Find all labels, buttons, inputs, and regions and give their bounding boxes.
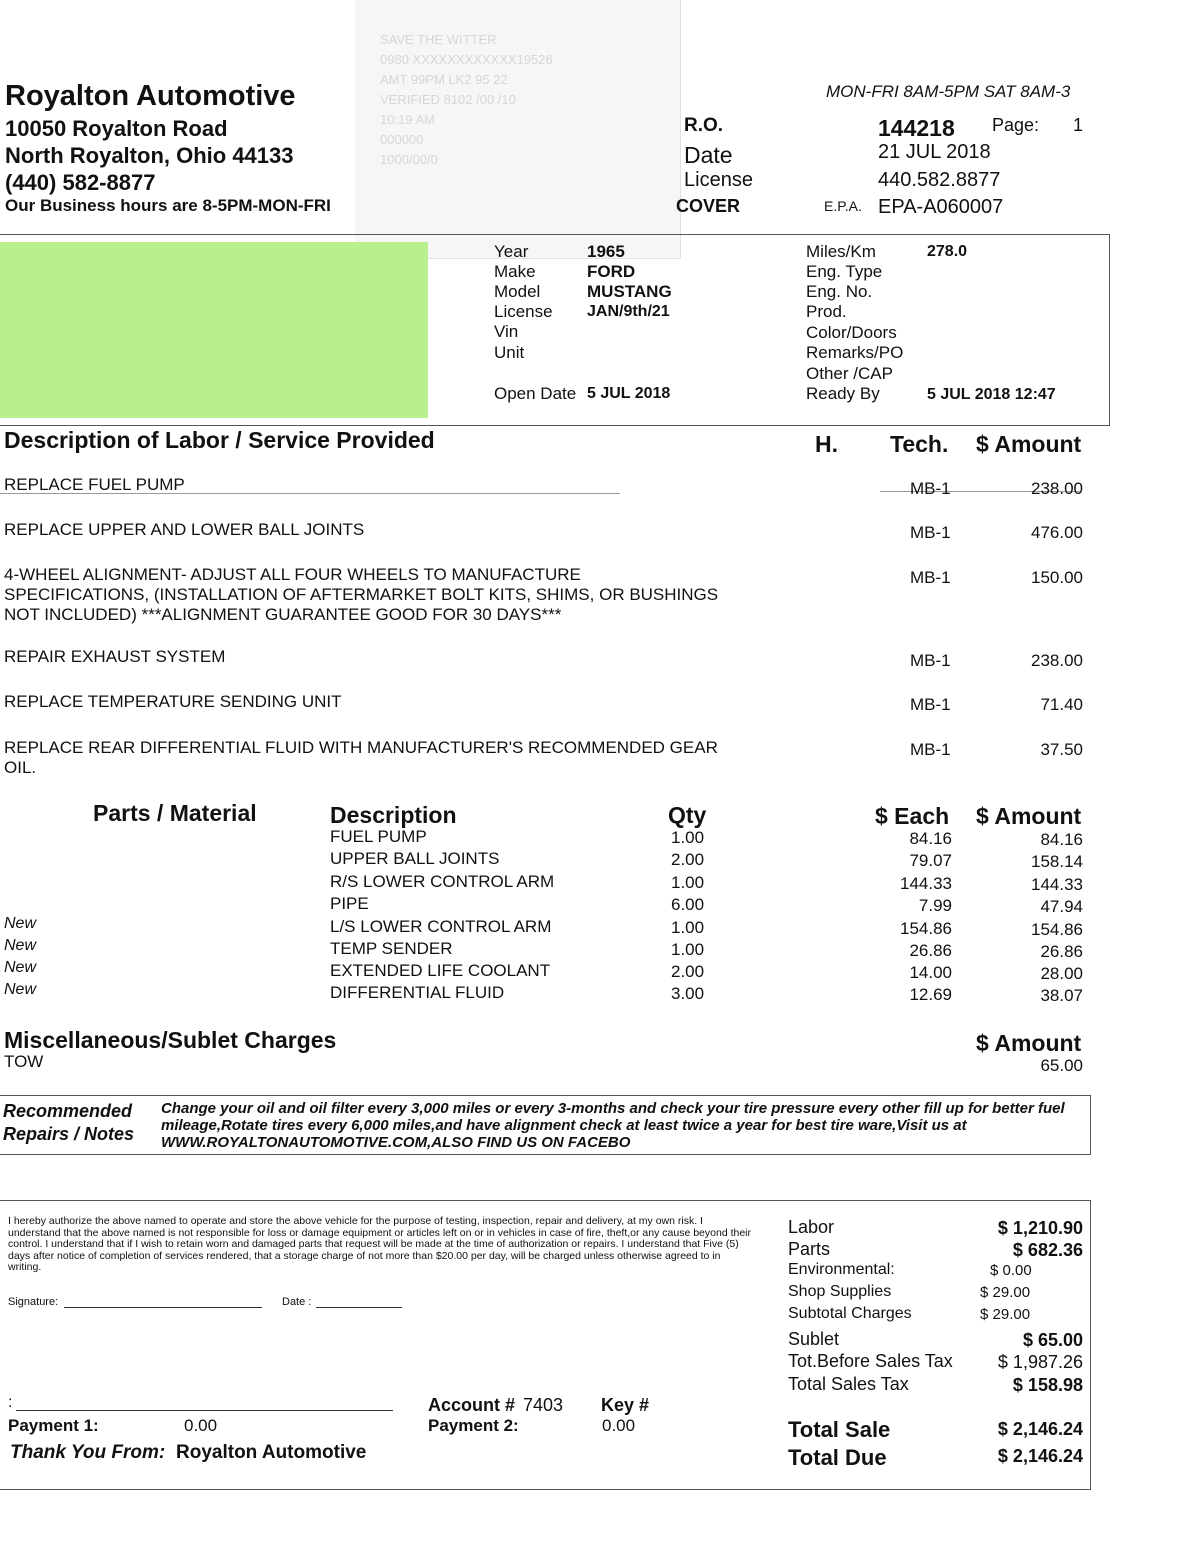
- labor-desc: REPLACE UPPER AND LOWER BALL JOINTS: [4, 520, 365, 539]
- labor-total-value: $ 1,210.90: [997, 1218, 1083, 1238]
- vin-label: Vin: [494, 322, 519, 341]
- remarks-label: Remarks/PO: [806, 343, 904, 362]
- labor-desc: REPLACE TEMPERATURE SENDING UNIT: [4, 692, 342, 711]
- part-desc: EXTENDED LIFE COOLANT: [330, 961, 551, 980]
- total-due-label: Total Due: [788, 1445, 887, 1470]
- labor-amount: 238.00: [1031, 651, 1083, 670]
- signature-label: Signature:: [8, 1296, 59, 1308]
- slip-line: 000000: [380, 132, 424, 147]
- part-each: 144.33: [900, 874, 952, 893]
- eng-no-label: Eng. No.: [806, 282, 873, 301]
- thanks-name: Royalton Automotive: [176, 1442, 367, 1463]
- part-desc: UPPER BALL JOINTS: [330, 849, 500, 868]
- slip-line: VERIFIED 8102 /00 /10: [380, 92, 516, 107]
- part-amount: 144.33: [1031, 875, 1083, 894]
- ro-number: 144218: [878, 115, 955, 141]
- signature-line[interactable]: [64, 1307, 262, 1308]
- part-amount: 28.00: [1040, 964, 1083, 983]
- before-tax-label: Tot.Before Sales Tax: [788, 1351, 953, 1371]
- sublet-label: Sublet: [788, 1329, 840, 1349]
- parts-total-label: Parts: [788, 1239, 831, 1259]
- part-amount: 26.86: [1040, 942, 1083, 961]
- miles-label: Miles/Km: [806, 242, 876, 261]
- part-desc: L/S LOWER CONTROL ARM: [330, 917, 552, 936]
- ro-label: R.O.: [684, 115, 724, 136]
- part-flag: New: [4, 915, 37, 932]
- part-qty: 1.00: [671, 873, 705, 892]
- parts-col-each: $ Each: [875, 803, 950, 829]
- part-flag: New: [4, 937, 37, 954]
- sign-date-label: Date :: [282, 1296, 312, 1308]
- epa-value: EPA-A060007: [878, 196, 1004, 218]
- account-value: 7403: [523, 1395, 564, 1415]
- business-hours-note: Our Business hours are 8-5PM-MON-FRI: [5, 196, 331, 215]
- misc-section-title: Miscellaneous/Sublet Charges: [4, 1027, 337, 1053]
- business-hours-right: MON-FRI 8AM-5PM SAT 8AM-3: [826, 82, 1071, 101]
- part-flag: New: [4, 959, 37, 976]
- parts-section-title: Parts / Material: [93, 800, 257, 826]
- recommended-text: Change your oil and oil filter every 3,000 miles or every 3-months and check your tire pressure every other fill up for better fuel mileage,Rotate tires every 6,000 miles,and have alignment check at least twice a year for best tire ware,Visit us at WWW.ROYALTONAUTOMOTIVE.COM,ALSO FIND US ON FACEBO: [161, 1100, 1065, 1151]
- labor-amount: 150.00: [1031, 568, 1083, 587]
- misc-item: TOW: [4, 1052, 44, 1071]
- make-label: Make: [494, 262, 536, 281]
- total-sale-value: $ 2,146.24: [997, 1419, 1083, 1439]
- eng-type-label: Eng. Type: [806, 262, 883, 281]
- labor-tech: MB-1: [910, 651, 951, 670]
- redaction-block: [0, 242, 428, 418]
- labor-tech: MB-1: [910, 479, 951, 498]
- cover-label: COVER: [676, 196, 741, 216]
- recommended-notes-box: [0, 1095, 1091, 1155]
- unit-label: Unit: [494, 343, 525, 362]
- labor-tech: MB-1: [910, 523, 951, 542]
- part-amount: 47.94: [1040, 897, 1083, 916]
- model-label: Model: [494, 282, 541, 301]
- part-desc: PIPE: [330, 894, 369, 913]
- before-tax-value: $ 1,987.26: [997, 1352, 1083, 1372]
- labor-col-hours: H.: [815, 431, 838, 457]
- labor-tech: MB-1: [910, 568, 951, 587]
- year-label: Year: [494, 242, 529, 261]
- account-label: Account #: [428, 1395, 516, 1415]
- vehicle-license-label: License: [494, 302, 553, 321]
- part-amount: 158.14: [1031, 852, 1083, 871]
- parts-total-value: $ 682.36: [1012, 1240, 1083, 1260]
- part-flag: New: [4, 981, 37, 998]
- environmental-value: $ 0.00: [990, 1262, 1032, 1279]
- slip-line: 1000/00/0: [380, 152, 438, 167]
- part-amount: 154.86: [1031, 920, 1083, 939]
- page-number: 1: [1073, 115, 1084, 135]
- miles-value: 278.0: [927, 243, 968, 260]
- labor-desc: REPAIR EXHAUST SYSTEM: [4, 647, 226, 666]
- payment2-label: Payment 2:: [428, 1416, 519, 1435]
- subtotal-value: $ 29.00: [980, 1306, 1031, 1323]
- slip-line: SAVE THE WITTER: [380, 32, 497, 47]
- part-each: 79.07: [909, 851, 952, 870]
- slip-line: 0980 XXXXXXXXXXXX19526: [380, 52, 553, 67]
- sales-tax-value: $ 158.98: [1012, 1375, 1083, 1395]
- labor-total-label: Labor: [788, 1217, 835, 1237]
- labor-amount: 71.40: [1040, 695, 1083, 714]
- part-qty: 6.00: [671, 895, 705, 914]
- part-each: 84.16: [909, 829, 952, 848]
- shop-address-line1: 10050 Royalton Road: [5, 116, 228, 141]
- sign-date-line[interactable]: [316, 1307, 402, 1308]
- payment1-label: Payment 1:: [8, 1416, 99, 1435]
- environmental-label: Environmental:: [788, 1261, 895, 1278]
- slip-line: 10:19 AM: [380, 112, 435, 127]
- ready-by-value: 5 JUL 2018 12:47: [927, 386, 1056, 403]
- payment1-value: 0.00: [184, 1416, 218, 1435]
- date-label: Date: [684, 142, 733, 168]
- authorization-text: I hereby authorize the above named to operate and store the above vehicle for the purpose of testing, inspection, repair and delivery, at my own risk. I understand that the above named is not responsible for loss or damage equipment or articles left on or in vehicles in case of fire, theft,or any cause beyond their control. I understand that if I wish to retain worn and damaged parts that request will be made at the time of authorization or repairs. I understand that Five (5) days after notice of completion of services rendered, that a storage charge of not more than $20.00 per day, will be charged unless otherwise agreed to in writing.: [8, 1215, 752, 1273]
- subtotal-label: Subtotal Charges: [788, 1305, 912, 1322]
- misc-col-amount: $ Amount: [976, 1030, 1082, 1056]
- sales-tax-label: Total Sales Tax: [788, 1374, 909, 1394]
- slip-line: AMT 99PM LK2 95 22: [380, 72, 508, 87]
- part-qty: 1.00: [671, 828, 705, 847]
- epa-label: E.P.A.: [824, 198, 862, 214]
- part-desc: FUEL PUMP: [330, 827, 427, 846]
- shop-name: Royalton Automotive: [5, 80, 296, 112]
- part-desc: DIFFERENTIAL FLUID: [330, 983, 505, 1002]
- part-amount: 38.07: [1040, 986, 1083, 1005]
- labor-desc: REPLACE REAR DIFFERENTIAL FLUID WITH MANUFACTURER'S RECOMMENDED GEAR OIL.: [4, 738, 718, 777]
- payment2-value: 0.00: [602, 1416, 636, 1435]
- thanks-label: Thank You From:: [10, 1442, 166, 1463]
- part-qty: 3.00: [671, 984, 705, 1003]
- parts-col-qty: Qty: [668, 802, 707, 828]
- make-value: FORD: [587, 262, 636, 281]
- ready-by-label: Ready By: [806, 384, 880, 403]
- date-value: 21 JUL 2018: [878, 141, 991, 163]
- recommended-label: Recommended Repairs / Notes: [3, 1101, 135, 1144]
- labor-section-title: Description of Labor / Service Provided: [4, 427, 435, 453]
- payment-colon: :: [8, 1394, 13, 1411]
- shop-address-line2: North Royalton, Ohio 44133: [5, 143, 294, 168]
- labor-col-tech: Tech.: [890, 431, 949, 457]
- part-each: 7.99: [918, 896, 952, 915]
- part-each: 14.00: [909, 963, 952, 982]
- part-desc: R/S LOWER CONTROL ARM: [330, 872, 555, 891]
- prod-label: Prod.: [806, 302, 847, 321]
- part-qty: 1.00: [671, 918, 705, 937]
- misc-amount: 65.00: [1040, 1056, 1083, 1075]
- part-qty: 2.00: [671, 962, 705, 981]
- other-cap-label: Other /CAP: [806, 364, 893, 383]
- labor-amount: 238.00: [1031, 479, 1083, 498]
- year-value: 1965: [587, 242, 625, 261]
- parts-col-amount: $ Amount: [976, 803, 1082, 829]
- labor-desc: 4-WHEEL ALIGNMENT- ADJUST ALL FOUR WHEELS TO MANUFACTURE SPECIFICATIONS, (INSTALLATION OF AFTERMARKET BOLT KITS, SHIMS, OR BUSHINGS NOT INCLUDED) ***ALIGNMENT GUARANTEE GOOD FOR 30 DAYS***: [4, 565, 719, 624]
- color-doors-label: Color/Doors: [806, 323, 897, 342]
- receipt-slip: [355, 0, 681, 259]
- total-due-value: $ 2,146.24: [997, 1446, 1083, 1466]
- sublet-value: $ 65.00: [1022, 1330, 1083, 1350]
- vehicle-license-value: JAN/9th/21: [587, 303, 670, 320]
- license-value: 440.582.8877: [878, 169, 1001, 191]
- total-sale-label: Total Sale: [788, 1417, 891, 1442]
- license-label: License: [684, 169, 753, 191]
- labor-tech: MB-1: [910, 695, 951, 714]
- part-amount: 84.16: [1040, 830, 1083, 849]
- part-desc: TEMP SENDER: [330, 939, 453, 958]
- part-qty: 1.00: [671, 940, 705, 959]
- labor-desc: REPLACE FUEL PUMP: [4, 475, 185, 494]
- parts-col-description: Description: [330, 802, 457, 828]
- labor-col-amount: $ Amount: [976, 431, 1082, 457]
- part-each: 154.86: [900, 919, 952, 938]
- part-each: 26.86: [909, 941, 952, 960]
- labor-tech: MB-1: [910, 740, 951, 759]
- shop-phone: (440) 582-8877: [5, 170, 156, 195]
- shop-supplies-value: $ 29.00: [980, 1284, 1031, 1301]
- page-label: Page:: [992, 115, 1040, 135]
- part-qty: 2.00: [671, 850, 705, 869]
- key-label: Key #: [601, 1395, 650, 1415]
- labor-amount: 37.50: [1040, 740, 1083, 759]
- labor-amount: 476.00: [1031, 523, 1083, 542]
- open-date-value: 5 JUL 2018: [587, 385, 671, 402]
- shop-supplies-label: Shop Supplies: [788, 1283, 892, 1300]
- slip-text: [380, 30, 553, 170]
- model-value: MUSTANG: [587, 282, 672, 301]
- payment-line: [16, 1410, 393, 1411]
- part-each: 12.69: [909, 985, 952, 1004]
- open-date-label: Open Date: [494, 384, 577, 403]
